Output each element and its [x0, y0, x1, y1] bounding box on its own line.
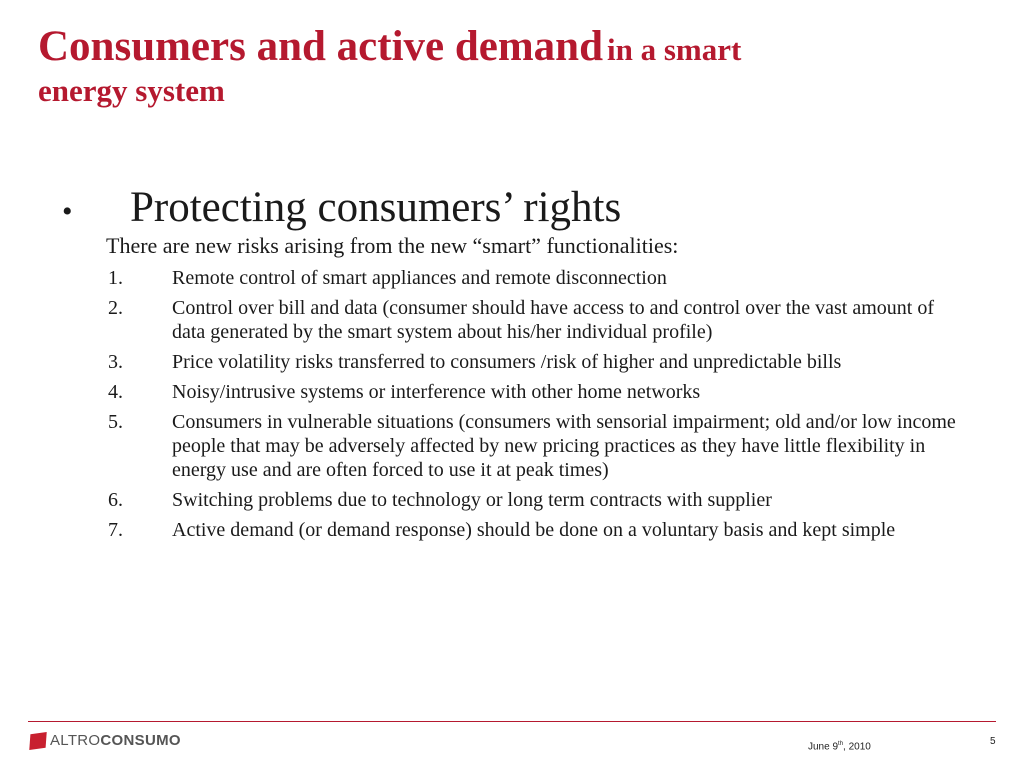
list-item — [108, 410, 968, 482]
list-item — [108, 380, 968, 404]
date-prefix: June 9 — [808, 741, 839, 753]
title-rest-line1: in a smart — [607, 32, 742, 67]
list-item — [108, 518, 968, 542]
date-suffix: , 2010 — [843, 741, 871, 753]
title-main: Consumers and active demand — [38, 23, 604, 70]
title-rest-line2: energy system — [38, 72, 225, 108]
list-item-text: Control over bill and data (consumer should have access to and control over the vast amount of data generated by the smart system about his/her individual profile) — [172, 297, 935, 343]
footer-date — [808, 741, 871, 752]
list-item-text: Switching problems due to technology or long term contracts with supplier — [172, 489, 772, 511]
logo-text-altro: ALTRO — [50, 732, 101, 749]
list-item — [108, 266, 968, 290]
list-item-number: 7. — [108, 519, 123, 541]
list-item — [108, 296, 968, 344]
bullet-heading-row — [62, 183, 621, 232]
page-number: 5 — [990, 736, 996, 747]
list-item-number: 6. — [108, 489, 123, 511]
list-item — [108, 350, 968, 374]
intro-text: There are new risks arising from the new “smart” functionalities: — [106, 233, 679, 258]
footer-divider — [28, 721, 996, 722]
logo-mark-icon — [29, 731, 46, 749]
date-sup: th — [838, 741, 844, 747]
altroconsumo-logo — [30, 732, 181, 749]
list-item-text: Remote control of smart appliances and remote disconnection — [172, 267, 667, 289]
slide-title — [38, 22, 988, 109]
list-item-text: Price volatility risks transferred to consumers /risk of higher and unpredictable bills — [172, 351, 842, 373]
list-item-text: Noisy/intrusive systems or interference with other home networks — [172, 381, 701, 403]
bullet-heading: Protecting consumers’ rights — [130, 184, 622, 231]
list-item-number: 1. — [108, 267, 123, 289]
bullet-icon: • — [62, 195, 73, 228]
list-item — [108, 488, 968, 512]
list-item-number: 4. — [108, 381, 123, 403]
risk-list — [108, 266, 968, 548]
list-item-number: 5. — [108, 411, 123, 433]
list-item-text: Active demand (or demand response) should be done on a voluntary basis and kept simple — [172, 519, 896, 541]
list-item-text: Consumers in vulnerable situations (consumers with sensorial impairment; old and/or low income people that may be adversely affected by new pricing practices as they have little flexibility in energy use and are often forced to use it at peak times) — [172, 411, 956, 481]
list-item-number: 3. — [108, 351, 123, 373]
list-item-number: 2. — [108, 297, 123, 319]
logo-text-consumo: CONSUMO — [100, 732, 181, 749]
